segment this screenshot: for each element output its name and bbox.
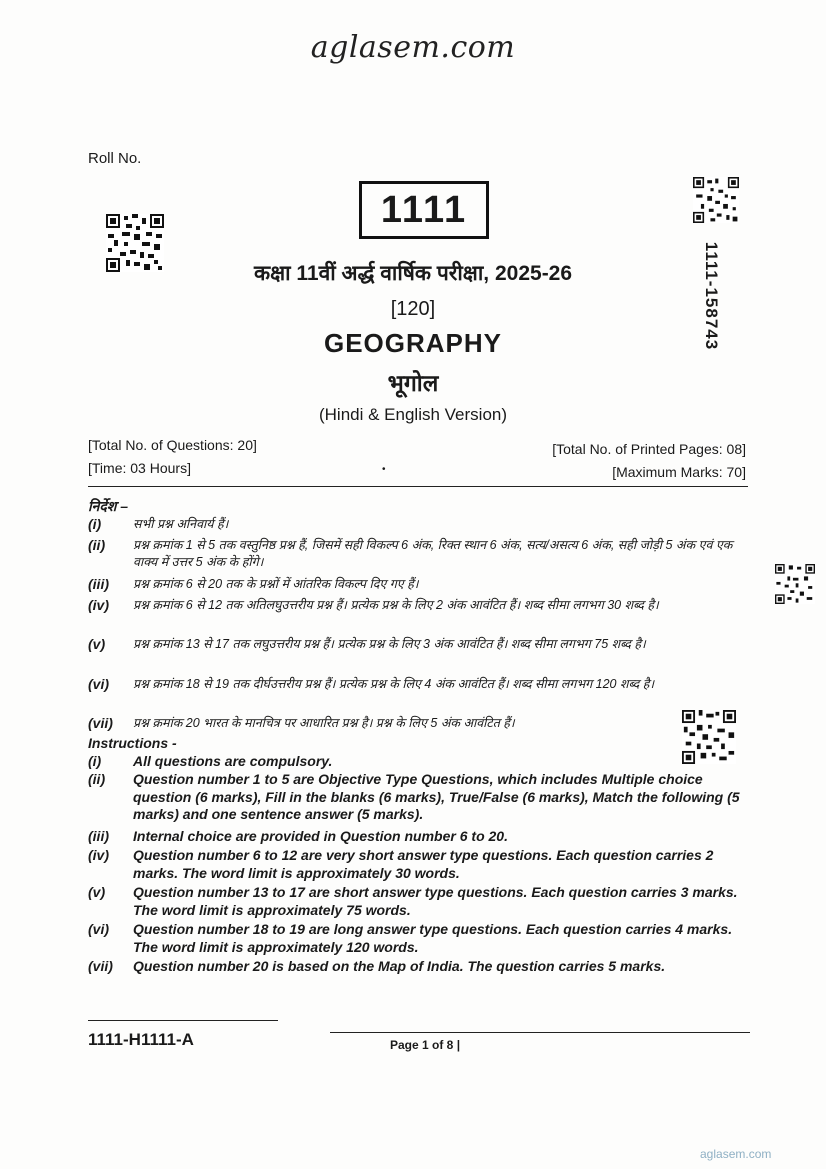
english-instruction-item: (v) Question number 13 to 17 are short answer type questions. Each question carries 3 marks. The word limit is approximately 75 words.	[88, 884, 738, 918]
hindi-instruction-item: (ii) प्रश्न क्रमांक 1 से 5 तक वस्तुनिष्ठ प्रश्न हैं, जिसमें सही विकल्प 6 अंक, रिक्त स्थान 6 अंक, सत्य/असत्य 6 अंक, सही जोड़ी 5 अंक एवं एक वाक्य में उत्तर 5 अंक के होंगे।	[88, 537, 733, 569]
time-allowed: [Time: 03 Hours]	[88, 460, 191, 476]
english-instruction-item: (ii) Question number 1 to 5 are Objective Type Questions, which includes Multiple choice question (6 marks), Fill in the blanks (6 marks), True/False (6 marks), Match the following (5 marks) and one sentence answer (5 marks).	[88, 771, 740, 822]
hindi-instruction-item: (v) प्रश्न क्रमांक 13 से 17 तक लघुउत्तरीय प्रश्न हैं। प्रत्येक प्रश्न के लिए 3 अंक आवंटित हैं। शब्द सीमा लगभग 75 शब्द है।	[88, 636, 646, 652]
page-number: Page 1 of 8 |	[390, 1038, 461, 1052]
qr-code-icon	[693, 177, 739, 223]
subject-code: [120]	[390, 298, 436, 320]
qr-code-icon	[775, 564, 815, 604]
hindi-instruction-item: (i) सभी प्रश्न अनिवार्य हैं।	[88, 516, 229, 532]
hindi-instruction-item: (vii) प्रश्न क्रमांक 20 भारत के मानचित्र पर आधारित प्रश्न है। प्रश्न के लिए 5 अंक आवंटित हैं।	[88, 715, 515, 731]
total-questions: [Total No. of Questions: 20]	[88, 437, 257, 453]
watermark-bottom: aglasem.com	[700, 1147, 772, 1161]
english-instruction-item: (iii) Internal choice are provided in Question number 6 to 20.	[88, 828, 508, 844]
watermark-top: aglasem.com	[310, 30, 516, 65]
english-instruction-item: (iv) Question number 6 to 12 are very short answer type questions. Each question carries 2 marks. The word limit is approximately 30 words.	[88, 847, 714, 881]
paper-code-box	[359, 181, 489, 239]
printed-pages: [Total No. of Printed Pages: 08]	[552, 441, 746, 457]
footer-divider-left	[88, 1020, 278, 1021]
subject-title-hindi: भूगोल	[387, 370, 439, 396]
paper-code: 1111	[380, 188, 468, 231]
english-instruction-item: (vi) Question number 18 to 19 are long answer type questions. Each question carries 4 marks. The word limit is approximately 120 words.	[88, 921, 733, 955]
english-instructions-heading: Instructions -	[88, 735, 177, 751]
hindi-instruction-item: (iii) प्रश्न क्रमांक 6 से 20 तक के प्रश्नों में आंतरिक विकल्प दिए गए हैं।	[88, 576, 419, 592]
stray-mark: •	[382, 464, 386, 475]
exam-title: कक्षा 11वीं अर्द्ध वार्षिक परीक्षा, 2025-26	[253, 262, 573, 285]
english-instruction-item: (vii) Question number 20 is based on the Map of India. The question carries 5 marks.	[88, 958, 666, 974]
footer-divider-right	[330, 1032, 750, 1033]
header-divider	[88, 486, 748, 487]
maximum-marks: [Maximum Marks: 70]	[612, 464, 746, 480]
hindi-instruction-item: (vi) प्रश्न क्रमांक 18 से 19 तक दीर्घउत्तरीय प्रश्न हैं। प्रत्येक प्रश्न के लिए 4 अंक आवंटित हैं। शब्द सीमा लगभग 120 शब्द है।	[88, 676, 655, 692]
roll-no-label: Roll No.	[88, 150, 142, 167]
subject-title: GEOGRAPHY	[323, 328, 503, 358]
footer-paper-code: 1111-H1111-A	[88, 1030, 194, 1049]
version-label: (Hindi & English Version)	[318, 405, 508, 424]
hindi-instructions-heading: निर्देश –	[88, 498, 129, 514]
english-instruction-item: (i) All questions are compulsory.	[88, 753, 333, 769]
hindi-instruction-item: (iv) प्रश्न क्रमांक 6 से 12 तक अतिलघुउत्तरीय प्रश्न हैं। प्रत्येक प्रश्न के लिए 2 अंक आवंटित हैं। शब्द सीमा लगभग 30 शब्द है।	[88, 597, 659, 613]
side-code: 1111-158743	[702, 241, 721, 351]
